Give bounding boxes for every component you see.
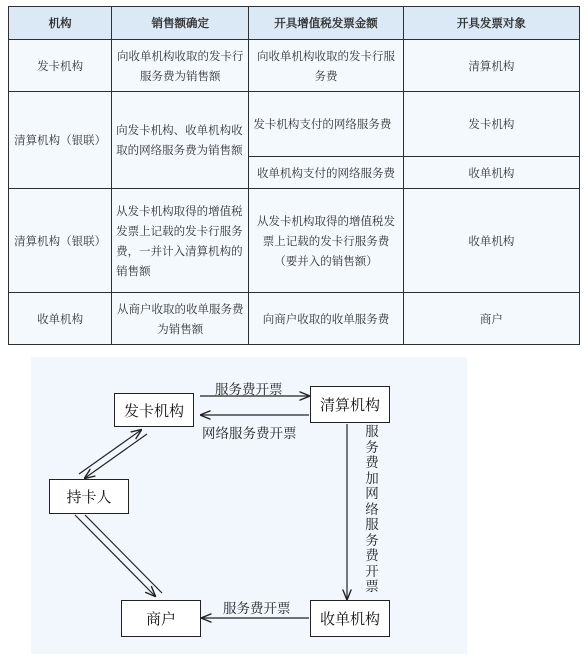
node-acquirer: 收单机构: [310, 600, 390, 637]
label-clearing-to-issuer: 网络服务费开票: [202, 426, 297, 442]
cell-invoice-amount: 向收单机构收取的发卡行服务费: [249, 40, 403, 92]
cell-invoice-target: 发卡机构: [403, 92, 579, 157]
node-issuer: 发卡机构: [114, 393, 194, 427]
arrow-cardholder-to-merchant-2: [85, 515, 162, 593]
arrow-cardholder-to-issuer: [79, 430, 141, 474]
cell-invoice-amount: 向商户收取的收单服务费: [249, 293, 403, 345]
arrow-cardholder-to-merchant: [75, 515, 155, 596]
cell-sales: 从商户收取的收单服务费为销售额: [112, 293, 249, 345]
cell-sales: 从发卡机构取得的增值税发票上记载的发卡行服务费，一并计入清算机构的销售额: [112, 189, 249, 293]
header-institution: 机构: [9, 7, 112, 40]
label-clearing-to-acquirer: 服务费加网络服务费开票: [365, 424, 379, 595]
cell-institution: 收单机构: [9, 293, 112, 345]
cell-invoice-amount: 收单机构支付的网络服务费: [249, 157, 403, 189]
cell-invoice-amount: 发卡机构支付的网络服务费: [249, 92, 403, 157]
header-invoice-target: 开具发票对象: [403, 7, 579, 40]
node-merchant: 商户: [121, 600, 201, 637]
flow-diagram: [31, 357, 467, 654]
table-row: [9, 189, 580, 293]
cell-invoice-target: 清算机构: [403, 40, 579, 92]
cell-invoice-amount: 从发卡机构取得的增值税发票上记载的发卡行服务费（要并入的销售额）: [249, 189, 403, 293]
cell-institution: 发卡机构: [9, 40, 112, 92]
cell-invoice-target: 收单机构: [403, 157, 579, 189]
node-cardholder: 持卡人: [49, 479, 129, 514]
node-clearing: 清算机构: [310, 386, 390, 423]
cell-invoice-target: 收单机构: [403, 189, 579, 293]
table-row: [9, 293, 580, 345]
table-row: [9, 40, 580, 92]
table-header-row: [9, 7, 580, 40]
cell-sales: 向收单机构收取的发卡行服务费为销售额: [112, 40, 249, 92]
header-invoice-amount: 开具增值税发票金额: [249, 7, 403, 40]
header-sales: 销售额确定: [112, 7, 249, 40]
arrow-issuer-to-cardholder: [85, 434, 147, 478]
label-issuer-to-clearing: 服务费开票: [215, 382, 283, 398]
cell-institution: 清算机构（银联）: [9, 92, 112, 189]
table-row: [9, 92, 580, 157]
cell-sales: 向发卡机构、收单机构收取的网络服务费为销售额: [112, 92, 249, 189]
label-acquirer-to-merchant: 服务费开票: [223, 601, 291, 617]
cell-institution: 清算机构（银联）: [9, 189, 112, 293]
cell-invoice-target: 商户: [403, 293, 579, 345]
invoice-table: [8, 6, 580, 345]
